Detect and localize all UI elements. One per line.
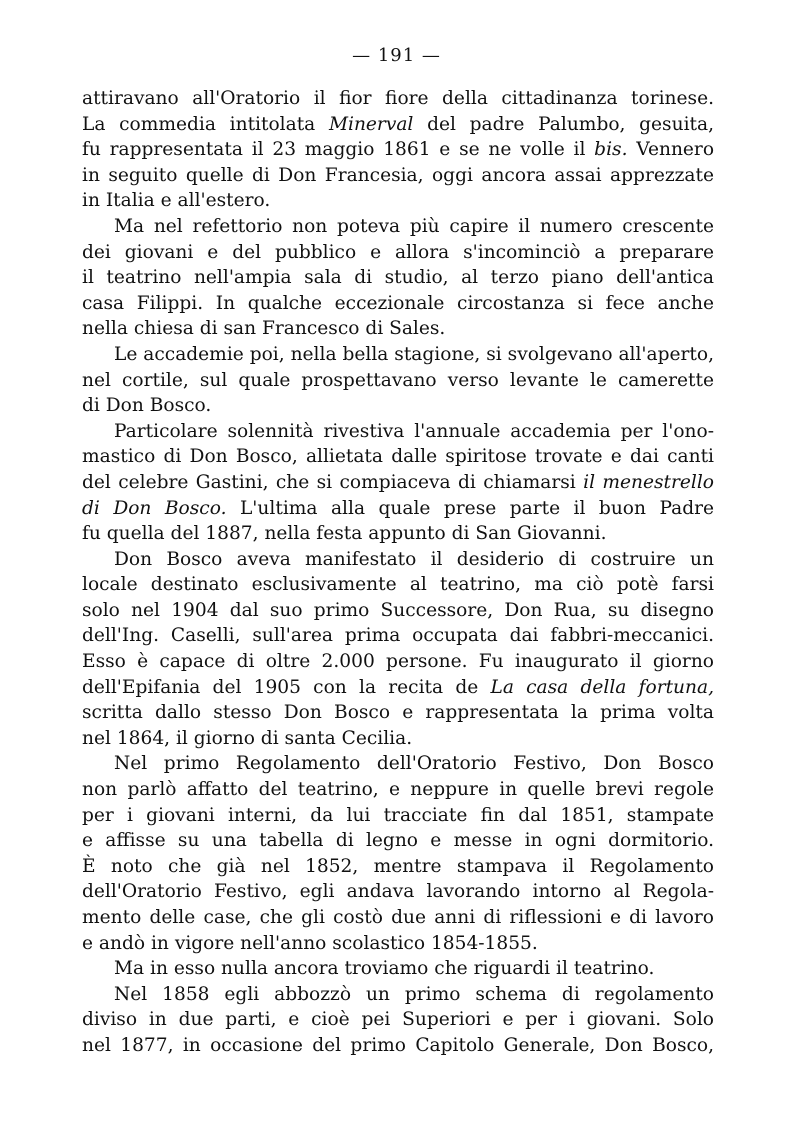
text-line: in seguito quelle di Don Francesia, oggi ancora assai apprezzate xyxy=(82,164,714,186)
text-line: in Italia e all'estero. xyxy=(82,190,271,212)
text-line: Particolare solennità rivestiva l'annuale accademia per l'ono- xyxy=(114,420,714,442)
italic-title: Minerval xyxy=(328,113,414,135)
text-line: dei giovani e del pubblico e allora s'incominciò a preparare xyxy=(82,241,714,263)
text-line: Ma nel refettorio non poteva più capire il numero crescente xyxy=(114,215,714,237)
text-line: fu quella del 1887, nella festa appunto di San Giovanni. xyxy=(82,523,607,545)
text-line: per i giovani interni, da lui tracciate fin dal 1851, stampate xyxy=(82,804,714,826)
text-line: È noto che già nel 1852, mentre stampava il Regolamento xyxy=(82,855,714,877)
italic-title: di Don Bosco. xyxy=(82,497,227,519)
text-line: nel 1864, il giorno di santa Cecilia. xyxy=(82,727,413,749)
text-line: mento delle case, che gli costò due anni di riflessioni e di lavoro xyxy=(82,907,714,928)
text-line: diviso in due parti, e cioè pei Superiori e per i giovani. Solo xyxy=(82,1009,714,1031)
text-line: Le accademie poi, nella bella stagione, si svolgevano all'aperto, xyxy=(114,343,714,365)
page-number: — 191 — xyxy=(352,45,441,66)
italic-title: bis. xyxy=(594,139,628,161)
text-line: Ma in esso nulla ancora troviamo che riguardi il teatrino. xyxy=(114,958,655,980)
text-line: locale destinato esclusivamente al teatrino, ma ciò potè farsi xyxy=(82,574,714,596)
text-line: dell'Epifania del 1905 con la recita de La casa della fortuna, xyxy=(82,676,714,698)
text-line: Nel 1858 egli abbozzò un primo schema di regolamento xyxy=(114,983,714,1005)
text-line: non parlò affatto del teatrino, e neppure in quelle brevi regole xyxy=(82,779,714,801)
text-line: dell'Oratorio Festivo, egli andava lavorando intorno al Regola- xyxy=(82,881,714,903)
italic-title: il menestrello xyxy=(583,471,714,493)
text-line: nel 1877, in occasione del primo Capitolo Generale, Don Bosco, xyxy=(82,1034,714,1056)
text-line: dell'Ing. Caselli, sull'area prima occupata dai fabbri-meccanici. xyxy=(82,625,714,647)
text-line: di Don Bosco. L'ultima alla quale prese parte il buon Padre xyxy=(82,497,714,519)
text-line: Don Bosco aveva manifestato il desiderio di costruire un xyxy=(114,548,714,570)
text-line: di Don Bosco. xyxy=(82,395,212,417)
text-line: nel cortile, sul quale prospettavano verso levante le camerette xyxy=(82,369,714,391)
text-line: il teatrino nell'ampia sala di studio, al terzo piano dell'antica xyxy=(82,267,714,289)
text-line: del celebre Gastini, che si compiaceva di chiamarsi il menestrello xyxy=(82,471,714,493)
text-line: Nel primo Regolamento dell'Oratorio Festivo, Don Bosco xyxy=(114,753,714,775)
text-line: e affisse su una tabella di legno e messe in ogni dormitorio. xyxy=(82,830,714,852)
body-text xyxy=(82,86,714,1059)
text-line: Esso è capace di oltre 2.000 persone. Fu inaugurato il giorno xyxy=(82,651,714,673)
text-line: scritta dallo stesso Don Bosco e rappresentata la prima volta xyxy=(82,702,714,724)
text-line: attiravano all'Oratorio il fior fiore della cittadinanza torinese. xyxy=(82,88,714,109)
text-line: nella chiesa di san Francesco di Sales. xyxy=(82,318,446,340)
text-line: casa Filippi. In qualche eccezionale circostanza si fece anche xyxy=(82,292,714,314)
text-line: fu rappresentata il 23 maggio 1861 e se ne volle il bis. Vennero xyxy=(82,139,714,161)
text-line: mastico di Don Bosco, allietata dalle spiritose trovate e dai canti xyxy=(82,446,714,468)
italic-title: La casa della fortuna, xyxy=(490,676,714,698)
text-line: e andò in vigore nell'anno scolastico 1854-1855. xyxy=(82,932,538,954)
text-line: solo nel 1904 dal suo primo Successore, Don Rua, su disegno xyxy=(82,599,714,621)
text-line: La commedia intitolata Minerval del padre Palumbo, gesuita, xyxy=(82,113,714,135)
